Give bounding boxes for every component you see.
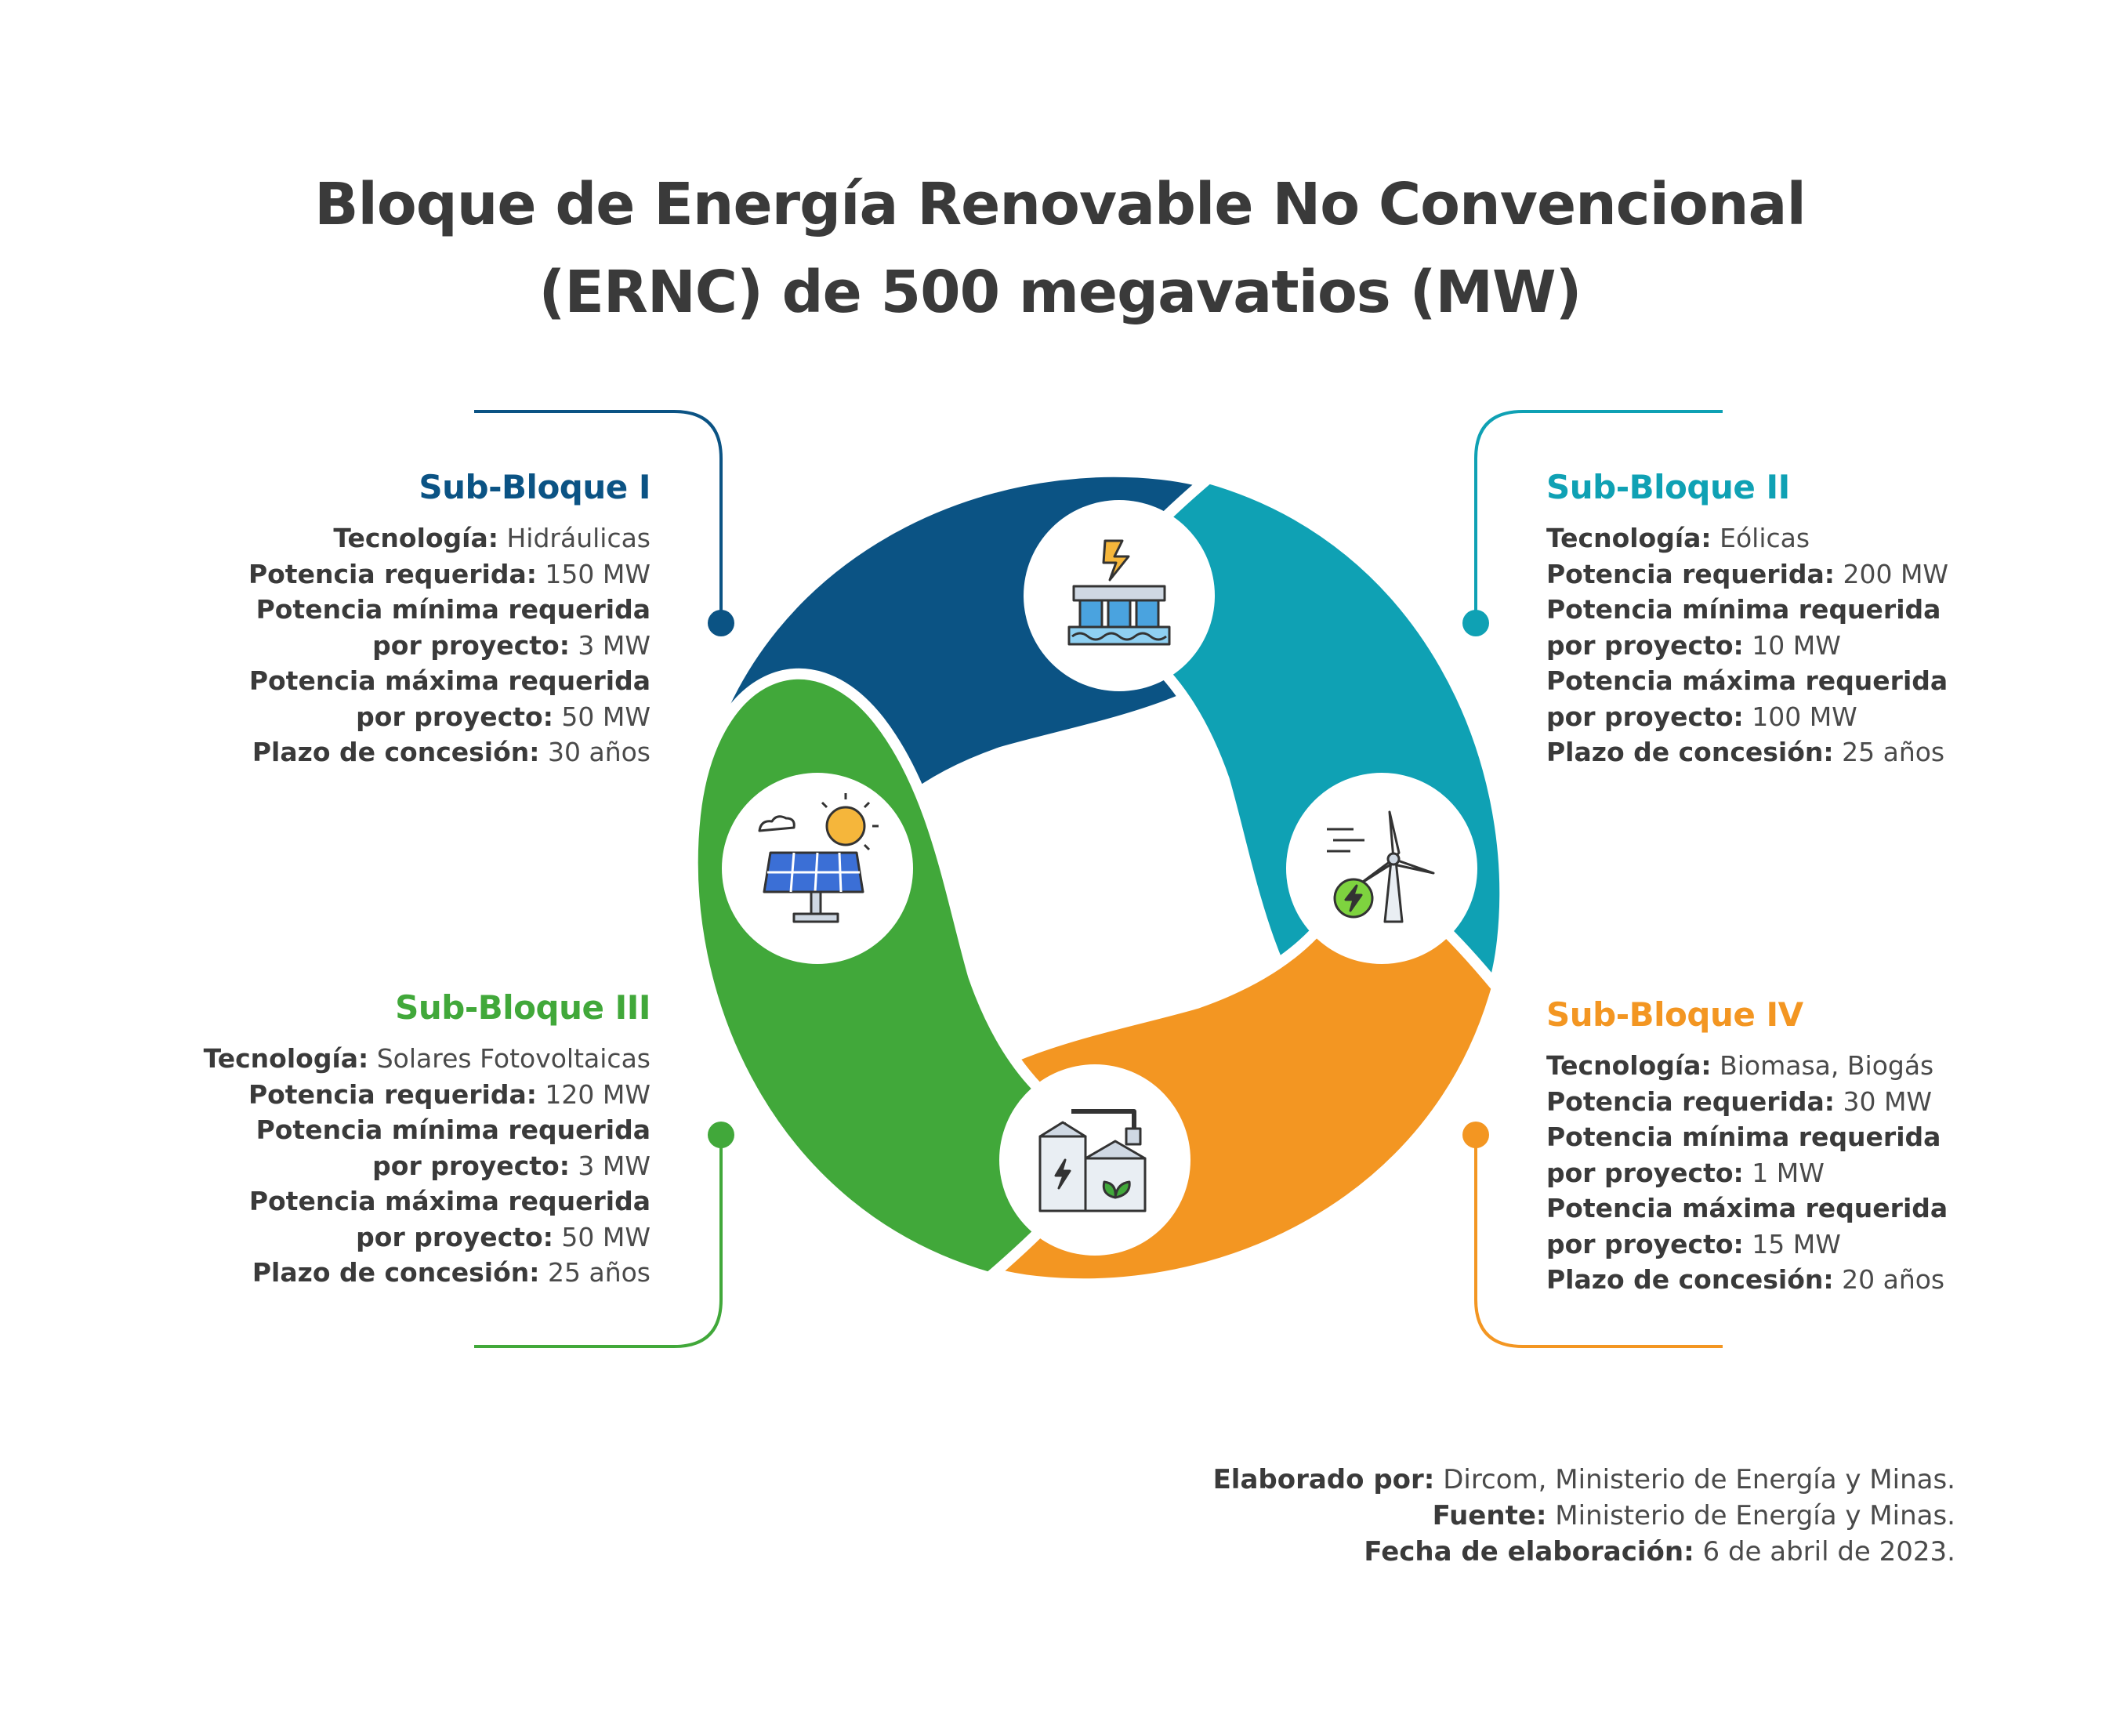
diagram-center-hole — [1006, 785, 1191, 970]
title-line-1: Bloque de Energía Renovable No Convencional — [314, 171, 1806, 238]
technology-value: Hidráulicas — [506, 523, 650, 553]
max-power-label-line2: por proyecto: — [356, 1221, 553, 1252]
required-power-value: 150 MW — [545, 558, 650, 589]
min-power-value: 10 MW — [1752, 629, 1841, 661]
date-value: 6 de abril de 2023. — [1702, 1536, 1955, 1567]
concession-term-label: Plazo de concesión: — [252, 1257, 540, 1288]
technology-label: Tecnología: — [1546, 523, 1712, 553]
min-power-value: 3 MW — [578, 629, 650, 661]
max-power-value: 100 MW — [1752, 701, 1857, 732]
sub-block-3-info — [86, 984, 650, 1291]
concession-term-value: 25 años — [1842, 737, 1945, 767]
min-power-value: 1 MW — [1752, 1157, 1825, 1188]
connector-dot-sub2 — [1462, 610, 1489, 636]
required-power-value: 200 MW — [1843, 558, 1949, 589]
min-power-value: 3 MW — [578, 1150, 650, 1181]
max-power-label-line1: Potencia máxima requerida — [1546, 665, 1948, 696]
max-power-label-line2: por proyecto: — [1546, 1228, 1744, 1259]
min-power-label-line1: Potencia mínima requerida — [1546, 594, 1941, 625]
source-value: Ministerio de Energía y Minas. — [1555, 1500, 1955, 1531]
sub-block-3-heading: Sub-Bloque III — [395, 988, 650, 1027]
min-power-label-line1: Potencia mínima requerida — [255, 594, 650, 625]
technology-label: Tecnología: — [203, 1043, 369, 1074]
required-power-label: Potencia requerida: — [1546, 558, 1835, 589]
required-power-label: Potencia requerida: — [248, 1078, 537, 1110]
technology-value: Solares Fotovoltaicas — [376, 1043, 650, 1074]
min-power-label-line2: por proyecto: — [1546, 1157, 1744, 1188]
technology-label: Tecnología: — [1546, 1050, 1712, 1081]
sub-block-4-heading: Sub-Bloque IV — [1546, 995, 1803, 1034]
connector-dot-sub3 — [708, 1122, 734, 1148]
sub-block-1-heading: Sub-Bloque I — [419, 468, 650, 506]
title-line-2: (ERNC) de 500 megavatios (MW) — [538, 259, 1582, 326]
connector-dot-sub1 — [708, 610, 734, 636]
connector-dot-sub4 — [1462, 1122, 1489, 1148]
sub-block-2-info — [1546, 464, 2111, 770]
max-power-label-line2: por proyecto: — [356, 701, 553, 732]
max-power-value: 15 MW — [1752, 1228, 1841, 1259]
made-by-label: Elaborado por: — [1212, 1464, 1435, 1495]
date-label: Fecha de elaboración: — [1364, 1536, 1694, 1567]
min-power-label-line2: por proyecto: — [372, 629, 570, 661]
credits-footer — [784, 1462, 1955, 1570]
concession-term-label: Plazo de concesión: — [1546, 1264, 1834, 1295]
source-label: Fuente: — [1432, 1500, 1547, 1531]
max-power-value: 50 MW — [561, 701, 650, 732]
sub-block-2-heading: Sub-Bloque II — [1546, 468, 1790, 506]
required-power-label: Potencia requerida: — [1546, 1085, 1835, 1117]
concession-term-label: Plazo de concesión: — [252, 737, 540, 767]
required-power-value: 120 MW — [545, 1078, 650, 1110]
min-power-label-line2: por proyecto: — [1546, 629, 1744, 661]
technology-value: Eólicas — [1720, 523, 1810, 553]
technology-label: Tecnología: — [333, 523, 498, 553]
max-power-label-line1: Potencia máxima requerida — [248, 665, 650, 696]
sub-block-1-info — [86, 464, 650, 770]
made-by-value: Dircom, Ministerio de Energía y Minas. — [1443, 1464, 1955, 1495]
max-power-label-line1: Potencia máxima requerida — [1546, 1193, 1948, 1223]
max-power-label-line1: Potencia máxima requerida — [248, 1186, 650, 1216]
concession-term-value: 30 años — [547, 737, 650, 767]
technology-value: Biomasa, Biogás — [1720, 1050, 1934, 1081]
required-power-label: Potencia requerida: — [248, 558, 537, 589]
concession-term-value: 25 años — [547, 1257, 650, 1288]
sub-block-4-info — [1546, 991, 2111, 1298]
required-power-value: 30 MW — [1843, 1085, 1933, 1117]
min-power-label-line1: Potencia mínima requerida — [1546, 1122, 1941, 1152]
max-power-value: 50 MW — [561, 1221, 650, 1252]
concession-term-label: Plazo de concesión: — [1546, 737, 1834, 767]
max-power-label-line2: por proyecto: — [1546, 701, 1744, 732]
min-power-label-line1: Potencia mínima requerida — [255, 1114, 650, 1145]
min-power-label-line2: por proyecto: — [372, 1150, 570, 1181]
concession-term-value: 20 años — [1842, 1264, 1945, 1295]
